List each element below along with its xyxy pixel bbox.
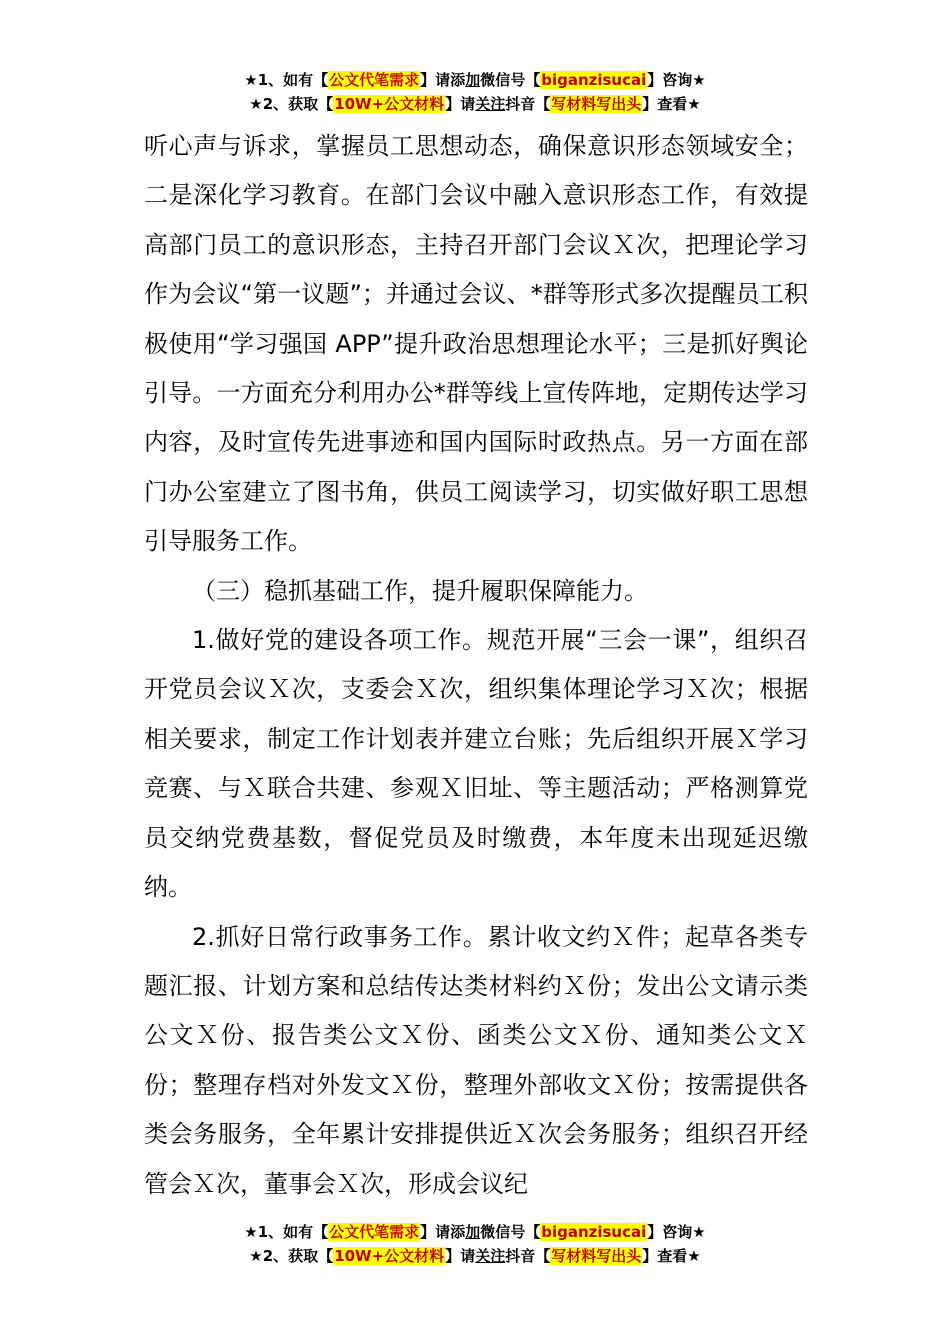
highlight-douyin: 写材料写出头: [551, 1247, 642, 1265]
highlight-wechat-id: biganzisucai: [541, 1223, 647, 1241]
banner-line-2: ★2、获取【10W+公文材料】请关注抖音【写材料写出头】查看★: [249, 95, 701, 113]
highlight-douyin: 写材料写出头: [551, 95, 642, 113]
highlight-service: 公文代笔需求: [329, 71, 420, 89]
section-heading-3: （三）稳抓基础工作，提升履职保障能力。: [192, 576, 648, 605]
highlight-materials: 10W+公文材料: [334, 1247, 445, 1265]
banner-line-2: ★2、获取【10W+公文材料】请关注抖音【写材料写出头】查看★: [249, 1247, 701, 1265]
highlight-service: 公文代笔需求: [329, 1223, 420, 1241]
paragraph-admin-affairs: 2.抓好日常行政事务工作。累计收文约Ｘ件；起草各类专题汇报、计划方案和总结传达类材料约Ｘ份；发出公文请示类公文Ｘ份、报告类公文Ｘ份、函类公文Ｘ份、通知类公文Ｘ份；整理存档对外发文Ｘ份，整理外部收文Ｘ份；按需提供各类会务服务，全年累计安排提供近Ｘ次会务服务；组织召开经管会Ｘ次，董事会Ｘ次，形成会议纪: [144, 922, 808, 1198]
paragraph-ideology: 听心声与诉求，掌握员工思想动态，确保意识形态领域安全；二是深化学习教育。在部门会议中融入意识形态工作，有效提高部门员工的意识形态，主持召开部门会议Ｘ次，把理论学习作为会议“第一议题”；并通过会议、*群等形式多次提醒员工积极使用“学习强国 APP”提升政治思想理论水平；三是抓好舆论引导。一方面充分利用办公*群等线上宣传阵地，定期传达学习内容，及时宣传先进事迹和国内国际时政热点。另一方面在部门办公室建立了图书角，供员工阅读学习，切实做好职工思想引导服务工作。: [144, 132, 808, 556]
highlight-wechat-id: biganzisucai: [541, 71, 647, 89]
paragraph-party-building: 1.做好党的建设各项工作。规范开展“三会一课”，组织召开党员会议Ｘ次，支委会Ｘ次，组织集体理论学习Ｘ次；根据相关要求，制定工作计划表并建立台账；先后组织开展Ｘ学习竞赛、与Ｘ联合共建、参观Ｘ旧址、等主题活动；严格测算党员交纳党费基数，督促党员及时缴费，本年度未出现延迟缴纳。: [144, 626, 808, 902]
banner-line-1: ★1、如有【公文代笔需求】请添加微信号【biganzisucai】咨询★: [244, 1223, 706, 1241]
banner-line-1: ★1、如有【公文代笔需求】请添加微信号【biganzisucai】咨询★: [244, 71, 706, 89]
document-body: [144, 122, 808, 1209]
footer-banner: [0, 1220, 950, 1268]
header-banner: [0, 68, 950, 116]
highlight-materials: 10W+公文材料: [334, 95, 445, 113]
